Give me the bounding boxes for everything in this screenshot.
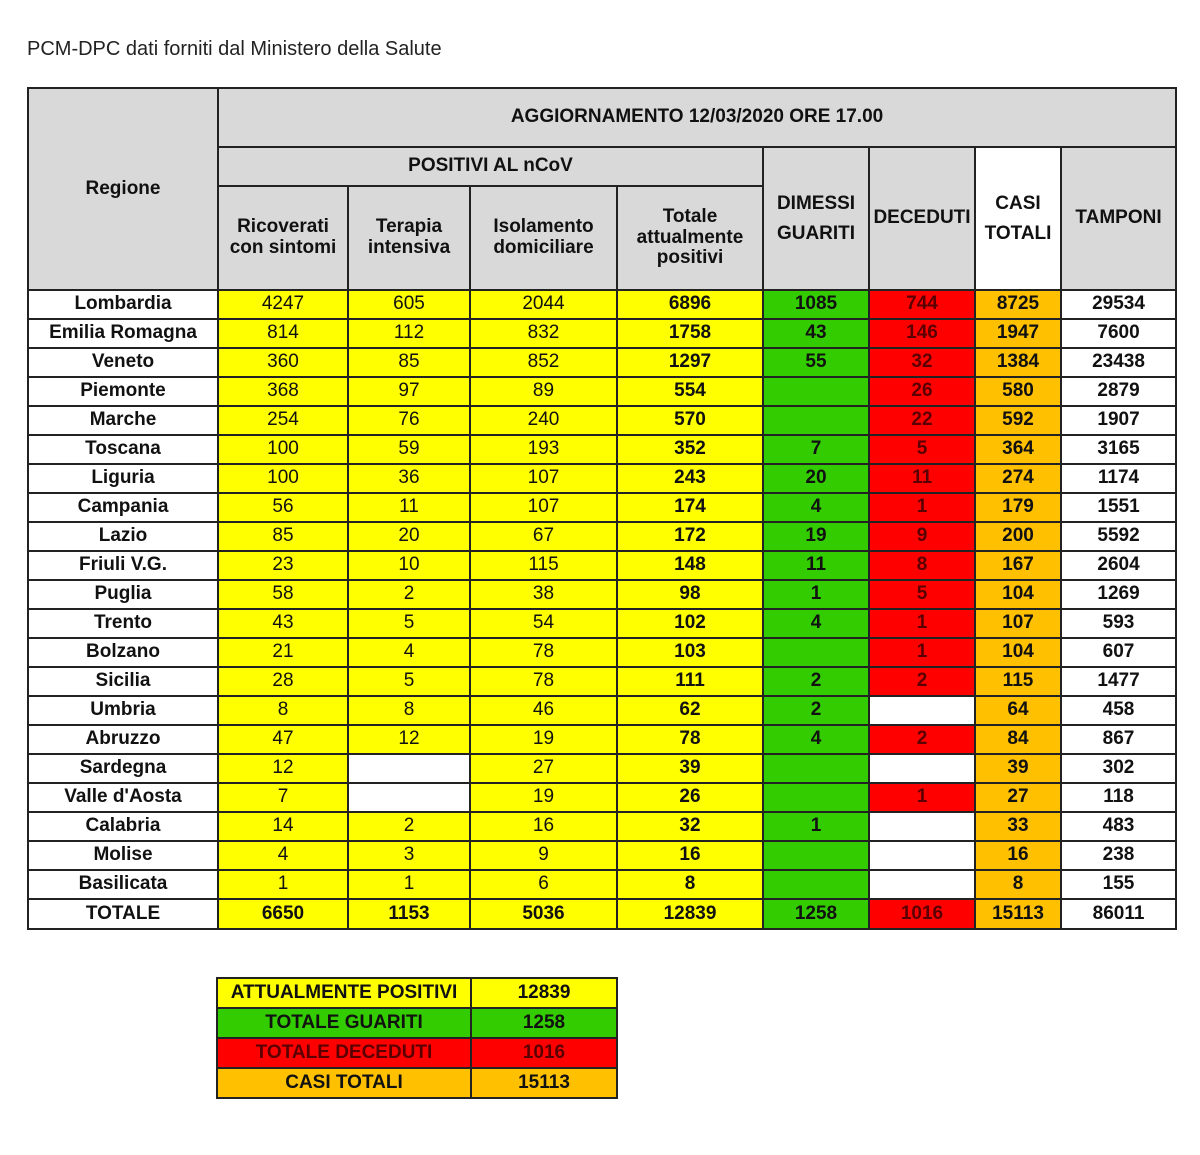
cell-isolamento: 6 <box>470 870 617 899</box>
cell-terapia: 1 <box>348 870 470 899</box>
cell-casi-totali: 107 <box>975 609 1061 638</box>
cell-tamponi: 118 <box>1061 783 1176 812</box>
cell-isolamento: 27 <box>470 754 617 783</box>
cell-ricoverati: 8 <box>218 696 348 725</box>
cell-ricoverati: 1 <box>218 870 348 899</box>
cell-totale-positivi: 111 <box>617 667 763 696</box>
cell-regione: Puglia <box>28 580 218 609</box>
cell-totale-positivi: 174 <box>617 493 763 522</box>
cell-deceduti: 146 <box>869 319 975 348</box>
table-body <box>28 290 1176 929</box>
table-row <box>28 290 1176 319</box>
cell-ricoverati: 814 <box>218 319 348 348</box>
summary-value: 1258 <box>471 1008 617 1038</box>
cell-regione: TOTALE <box>28 899 218 929</box>
cell-regione: Marche <box>28 406 218 435</box>
cell-isolamento: 19 <box>470 725 617 754</box>
cell-guariti: 1258 <box>763 899 869 929</box>
header-ricoverati: Ricoverati con sintomi <box>218 186 348 290</box>
cell-totale-positivi: 16 <box>617 841 763 870</box>
cell-terapia: 5 <box>348 609 470 638</box>
summary-value: 15113 <box>471 1068 617 1098</box>
cell-casi-totali: 27 <box>975 783 1061 812</box>
cell-guariti: 55 <box>763 348 869 377</box>
cell-casi-totali: 580 <box>975 377 1061 406</box>
cell-ricoverati: 85 <box>218 522 348 551</box>
cell-ricoverati: 4 <box>218 841 348 870</box>
cell-tamponi: 1477 <box>1061 667 1176 696</box>
header-dimessi-guariti: DIMESSI GUARITI <box>763 147 869 290</box>
table-row <box>28 609 1176 638</box>
cell-isolamento: 2044 <box>470 290 617 319</box>
cell-ricoverati: 360 <box>218 348 348 377</box>
table-row <box>28 580 1176 609</box>
cell-totale-positivi: 26 <box>617 783 763 812</box>
cell-tamponi: 1269 <box>1061 580 1176 609</box>
cell-casi-totali: 274 <box>975 464 1061 493</box>
cell-terapia: 2 <box>348 580 470 609</box>
table-row <box>28 435 1176 464</box>
cell-casi-totali: 364 <box>975 435 1061 464</box>
cell-isolamento: 107 <box>470 464 617 493</box>
cell-ricoverati: 28 <box>218 667 348 696</box>
cell-totale-positivi: 103 <box>617 638 763 667</box>
summary-label: TOTALE GUARITI <box>217 1008 471 1038</box>
cell-tamponi: 593 <box>1061 609 1176 638</box>
cell-terapia: 20 <box>348 522 470 551</box>
cell-tamponi: 5592 <box>1061 522 1176 551</box>
cell-terapia: 2 <box>348 812 470 841</box>
cell-deceduti <box>869 870 975 899</box>
cell-totale-positivi: 98 <box>617 580 763 609</box>
cell-regione: Bolzano <box>28 638 218 667</box>
cell-ricoverati: 368 <box>218 377 348 406</box>
cell-totale-positivi: 32 <box>617 812 763 841</box>
cell-deceduti: 2 <box>869 667 975 696</box>
cell-tamponi: 302 <box>1061 754 1176 783</box>
cell-guariti: 1085 <box>763 290 869 319</box>
table-row <box>28 638 1176 667</box>
cell-totale-positivi: 62 <box>617 696 763 725</box>
cell-regione: Piemonte <box>28 377 218 406</box>
cell-regione: Abruzzo <box>28 725 218 754</box>
cell-ricoverati: 254 <box>218 406 348 435</box>
cell-ricoverati: 58 <box>218 580 348 609</box>
cell-deceduti: 8 <box>869 551 975 580</box>
cell-terapia: 10 <box>348 551 470 580</box>
cell-deceduti: 26 <box>869 377 975 406</box>
cell-guariti: 2 <box>763 696 869 725</box>
covid-data-table <box>27 87 1177 930</box>
table-row <box>28 783 1176 812</box>
summary-row <box>217 1008 617 1038</box>
cell-isolamento: 78 <box>470 638 617 667</box>
cell-guariti <box>763 841 869 870</box>
cell-deceduti: 5 <box>869 435 975 464</box>
cell-terapia: 1153 <box>348 899 470 929</box>
cell-terapia: 97 <box>348 377 470 406</box>
cell-guariti: 4 <box>763 725 869 754</box>
cell-ricoverati: 12 <box>218 754 348 783</box>
cell-isolamento: 67 <box>470 522 617 551</box>
cell-guariti: 19 <box>763 522 869 551</box>
cell-casi-totali: 1384 <box>975 348 1061 377</box>
table-row <box>28 696 1176 725</box>
cell-totale-positivi: 1297 <box>617 348 763 377</box>
cell-isolamento: 832 <box>470 319 617 348</box>
cell-tamponi: 3165 <box>1061 435 1176 464</box>
cell-terapia: 8 <box>348 696 470 725</box>
cell-isolamento: 38 <box>470 580 617 609</box>
cell-totale-positivi: 172 <box>617 522 763 551</box>
table-row <box>28 667 1176 696</box>
cell-ricoverati: 100 <box>218 435 348 464</box>
cell-terapia: 605 <box>348 290 470 319</box>
table-row <box>28 348 1176 377</box>
cell-regione: Toscana <box>28 435 218 464</box>
cell-totale-positivi: 570 <box>617 406 763 435</box>
table-row <box>28 377 1176 406</box>
cell-regione: Valle d'Aosta <box>28 783 218 812</box>
cell-totale-positivi: 39 <box>617 754 763 783</box>
totals-row <box>28 899 1176 929</box>
cell-tamponi: 238 <box>1061 841 1176 870</box>
cell-guariti <box>763 783 869 812</box>
cell-casi-totali: 15113 <box>975 899 1061 929</box>
cell-totale-positivi: 78 <box>617 725 763 754</box>
cell-deceduti <box>869 754 975 783</box>
cell-tamponi: 483 <box>1061 812 1176 841</box>
cell-guariti <box>763 377 869 406</box>
cell-isolamento: 19 <box>470 783 617 812</box>
cell-deceduti <box>869 696 975 725</box>
cell-totale-positivi: 102 <box>617 609 763 638</box>
cell-tamponi: 1174 <box>1061 464 1176 493</box>
summary-label: CASI TOTALI <box>217 1068 471 1098</box>
cell-tamponi: 86011 <box>1061 899 1176 929</box>
cell-tamponi: 2879 <box>1061 377 1176 406</box>
cell-casi-totali: 167 <box>975 551 1061 580</box>
cell-totale-positivi: 554 <box>617 377 763 406</box>
cell-ricoverati: 4247 <box>218 290 348 319</box>
cell-terapia <box>348 783 470 812</box>
cell-regione: Trento <box>28 609 218 638</box>
summary-row <box>217 1068 617 1098</box>
table-row <box>28 725 1176 754</box>
cell-casi-totali: 592 <box>975 406 1061 435</box>
source-note: PCM-DPC dati forniti dal Ministero della Salute <box>27 38 442 60</box>
header-regione: Regione <box>28 88 218 290</box>
cell-ricoverati: 47 <box>218 725 348 754</box>
cell-tamponi: 867 <box>1061 725 1176 754</box>
cell-deceduti: 1 <box>869 783 975 812</box>
cell-casi-totali: 64 <box>975 696 1061 725</box>
cell-casi-totali: 200 <box>975 522 1061 551</box>
cell-deceduti: 2 <box>869 725 975 754</box>
cell-casi-totali: 115 <box>975 667 1061 696</box>
cell-isolamento: 240 <box>470 406 617 435</box>
cell-tamponi: 607 <box>1061 638 1176 667</box>
cell-regione: Veneto <box>28 348 218 377</box>
table-row <box>28 319 1176 348</box>
cell-totale-positivi: 6896 <box>617 290 763 319</box>
cell-isolamento: 46 <box>470 696 617 725</box>
cell-guariti: 20 <box>763 464 869 493</box>
cell-regione: Campania <box>28 493 218 522</box>
cell-isolamento: 115 <box>470 551 617 580</box>
cell-deceduti: 1016 <box>869 899 975 929</box>
cell-ricoverati: 56 <box>218 493 348 522</box>
cell-ricoverati: 43 <box>218 609 348 638</box>
cell-guariti <box>763 638 869 667</box>
cell-casi-totali: 84 <box>975 725 1061 754</box>
table-title: AGGIORNAMENTO 12/03/2020 ORE 17.00 <box>218 88 1176 147</box>
cell-guariti: 4 <box>763 609 869 638</box>
header-terapia: Terapia intensiva <box>348 186 470 290</box>
cell-guariti <box>763 754 869 783</box>
table-row <box>28 493 1176 522</box>
table-row <box>28 812 1176 841</box>
cell-isolamento: 16 <box>470 812 617 841</box>
cell-terapia: 76 <box>348 406 470 435</box>
cell-totale-positivi: 8 <box>617 870 763 899</box>
cell-tamponi: 458 <box>1061 696 1176 725</box>
summary-row <box>217 978 617 1008</box>
cell-tamponi: 23438 <box>1061 348 1176 377</box>
cell-deceduti: 32 <box>869 348 975 377</box>
cell-regione: Sardegna <box>28 754 218 783</box>
cell-regione: Calabria <box>28 812 218 841</box>
cell-guariti: 43 <box>763 319 869 348</box>
cell-ricoverati: 14 <box>218 812 348 841</box>
cell-terapia: 112 <box>348 319 470 348</box>
cell-terapia: 3 <box>348 841 470 870</box>
cell-deceduti: 9 <box>869 522 975 551</box>
cell-deceduti: 1 <box>869 493 975 522</box>
cell-deceduti <box>869 812 975 841</box>
cell-totale-positivi: 352 <box>617 435 763 464</box>
summary-row <box>217 1038 617 1068</box>
cell-deceduti: 22 <box>869 406 975 435</box>
header-deceduti: DECEDUTI <box>869 147 975 290</box>
header-isolamento: Isolamento domiciliare <box>470 186 617 290</box>
cell-regione: Molise <box>28 841 218 870</box>
cell-ricoverati: 6650 <box>218 899 348 929</box>
header-positivi-group: POSITIVI AL nCoV <box>218 147 763 186</box>
cell-ricoverati: 7 <box>218 783 348 812</box>
cell-terapia <box>348 754 470 783</box>
cell-terapia: 4 <box>348 638 470 667</box>
cell-guariti <box>763 406 869 435</box>
cell-tamponi: 7600 <box>1061 319 1176 348</box>
cell-guariti: 1 <box>763 812 869 841</box>
cell-deceduti: 1 <box>869 609 975 638</box>
table-row <box>28 464 1176 493</box>
cell-regione: Emilia Romagna <box>28 319 218 348</box>
cell-tamponi: 155 <box>1061 870 1176 899</box>
cell-casi-totali: 179 <box>975 493 1061 522</box>
summary-value: 12839 <box>471 978 617 1008</box>
cell-casi-totali: 104 <box>975 638 1061 667</box>
cell-deceduti: 1 <box>869 638 975 667</box>
cell-casi-totali: 16 <box>975 841 1061 870</box>
cell-terapia: 5 <box>348 667 470 696</box>
cell-isolamento: 852 <box>470 348 617 377</box>
cell-deceduti: 11 <box>869 464 975 493</box>
cell-tamponi: 1907 <box>1061 406 1176 435</box>
cell-casi-totali: 1947 <box>975 319 1061 348</box>
header-totale-positivi: Totale attualmente positivi <box>617 186 763 290</box>
cell-isolamento: 107 <box>470 493 617 522</box>
cell-guariti: 7 <box>763 435 869 464</box>
cell-tamponi: 2604 <box>1061 551 1176 580</box>
summary-label: TOTALE DECEDUTI <box>217 1038 471 1068</box>
table-row <box>28 522 1176 551</box>
cell-regione: Friuli V.G. <box>28 551 218 580</box>
cell-ricoverati: 21 <box>218 638 348 667</box>
cell-totale-positivi: 243 <box>617 464 763 493</box>
cell-totale-positivi: 1758 <box>617 319 763 348</box>
table-row <box>28 841 1176 870</box>
cell-terapia: 11 <box>348 493 470 522</box>
table-row <box>28 406 1176 435</box>
summary-table <box>216 977 618 1099</box>
cell-guariti: 4 <box>763 493 869 522</box>
cell-regione: Lazio <box>28 522 218 551</box>
cell-totale-positivi: 148 <box>617 551 763 580</box>
table-row <box>28 754 1176 783</box>
cell-isolamento: 89 <box>470 377 617 406</box>
cell-regione: Liguria <box>28 464 218 493</box>
cell-isolamento: 9 <box>470 841 617 870</box>
cell-deceduti: 744 <box>869 290 975 319</box>
cell-isolamento: 193 <box>470 435 617 464</box>
cell-regione: Basilicata <box>28 870 218 899</box>
cell-casi-totali: 104 <box>975 580 1061 609</box>
cell-isolamento: 5036 <box>470 899 617 929</box>
summary-value: 1016 <box>471 1038 617 1068</box>
header-casi-totali: CASI TOTALI <box>975 147 1061 290</box>
cell-terapia: 12 <box>348 725 470 754</box>
cell-casi-totali: 39 <box>975 754 1061 783</box>
cell-guariti: 2 <box>763 667 869 696</box>
table-row <box>28 551 1176 580</box>
cell-isolamento: 78 <box>470 667 617 696</box>
cell-regione: Lombardia <box>28 290 218 319</box>
cell-tamponi: 29534 <box>1061 290 1176 319</box>
cell-terapia: 36 <box>348 464 470 493</box>
cell-guariti: 11 <box>763 551 869 580</box>
cell-casi-totali: 8725 <box>975 290 1061 319</box>
cell-deceduti <box>869 841 975 870</box>
cell-regione: Sicilia <box>28 667 218 696</box>
cell-guariti: 1 <box>763 580 869 609</box>
table-row <box>28 870 1176 899</box>
cell-casi-totali: 8 <box>975 870 1061 899</box>
cell-guariti <box>763 870 869 899</box>
cell-tamponi: 1551 <box>1061 493 1176 522</box>
cell-regione: Umbria <box>28 696 218 725</box>
header-tamponi: TAMPONI <box>1061 147 1176 290</box>
cell-totale-positivi: 12839 <box>617 899 763 929</box>
cell-ricoverati: 100 <box>218 464 348 493</box>
cell-casi-totali: 33 <box>975 812 1061 841</box>
summary-label: ATTUALMENTE POSITIVI <box>217 978 471 1008</box>
cell-deceduti: 5 <box>869 580 975 609</box>
cell-terapia: 59 <box>348 435 470 464</box>
cell-isolamento: 54 <box>470 609 617 638</box>
cell-terapia: 85 <box>348 348 470 377</box>
cell-ricoverati: 23 <box>218 551 348 580</box>
